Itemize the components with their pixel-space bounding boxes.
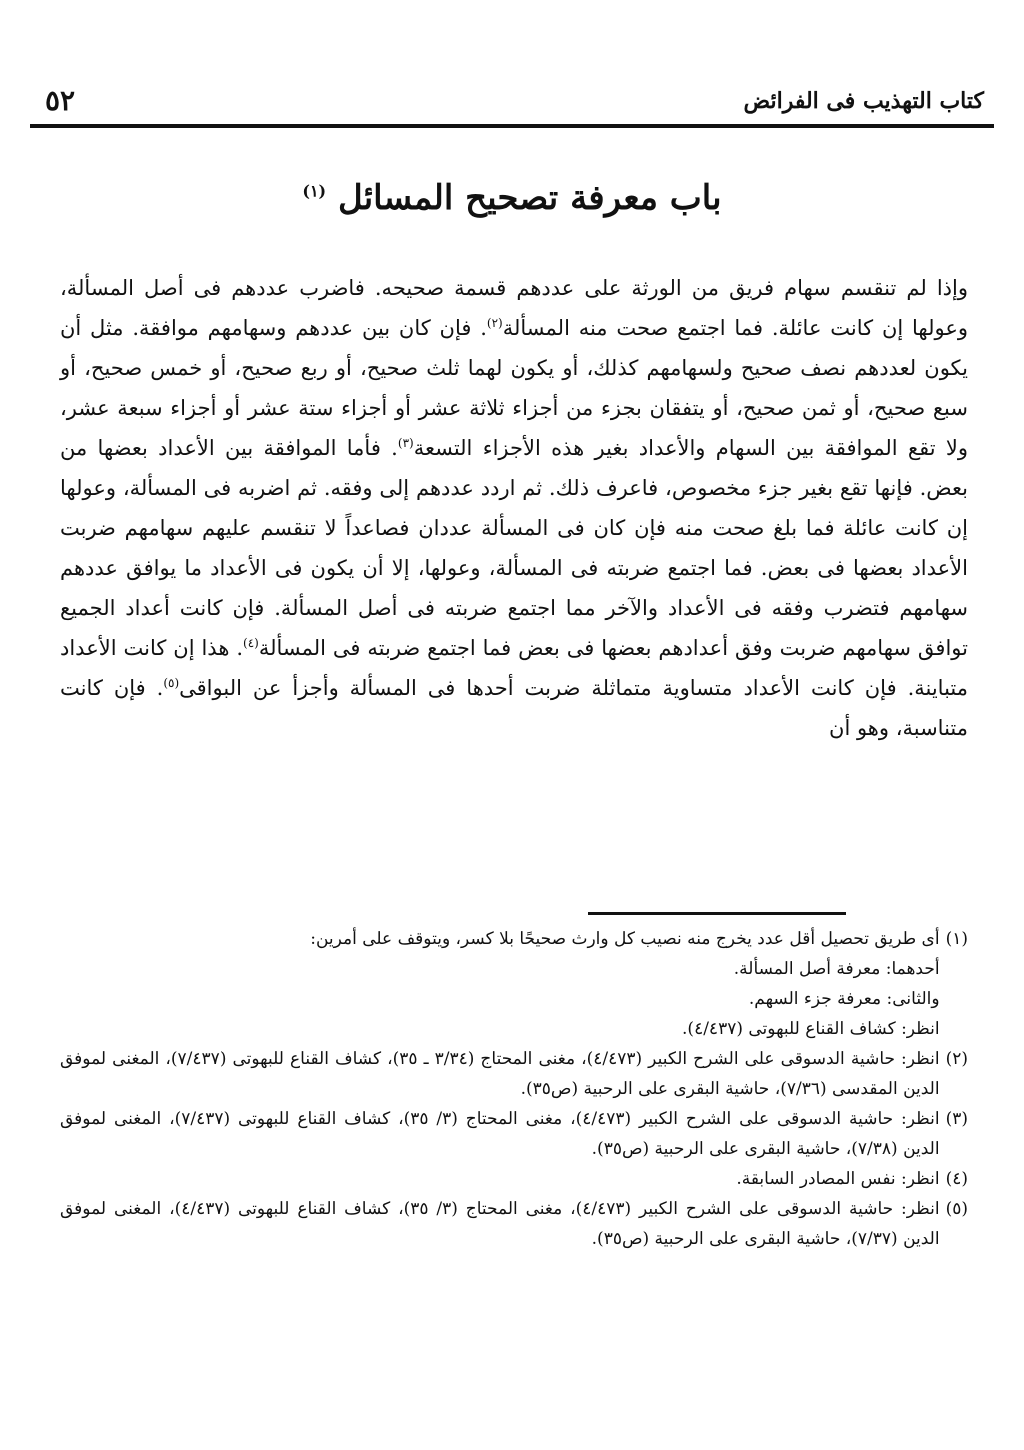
body-segment-4: . هذا إن كانت الأعداد متباينة. فإن كانت الأعداد متساوية متماثلة ضربت أحدها فى المسألة وأجزأ عن البواقى [60,636,969,700]
footnote-ref-2: (٢) [486,316,503,330]
footnote-separator [588,912,846,915]
footnote-2 [60,1044,968,1104]
footnote-5 [60,1194,968,1254]
footnote-marker: (٥) [945,1199,968,1219]
footnote-4 [60,1164,968,1194]
page-number: ٥٢ [45,84,76,117]
footnote-marker: (٤) [945,1169,968,1189]
footnote-text: انظر: حاشية الدسوقى على الشرح الكبير (٤/٤٧٣)، مغنى المحتاج (٣/٣٤ ـ ٣٥)، كشاف القناع للبهوتى (٧/٤٣٧)، المغنى لموفق الدين المقدسى (٧/٣٦)، حاشية البقرى على الرحبية (ص٣٥). [60,1049,940,1099]
footnote-ref-4: (٤) [243,636,259,650]
footnote-line: أى طريق تحصيل أقل عدد يخرج منه نصيب كل وارث صحيحًا بلا كسر، ويتوقف على أمرين: [310,929,940,949]
body-segment-5: . فإن كانت متناسبة، وهو أن [60,676,968,740]
footnote-line: انظر: كشاف القناع للبهوتى (٤/٤٣٧). [682,1019,940,1039]
footnote-text: انظر: حاشية الدسوقى على الشرح الكبير (٤/٤٧٣)، مغنى المحتاج (٣/ ٣٥)، كشاف القناع للبهوتى (٤/٤٣٧)، المغنى لموفق الدين (٧/٣٧)، حاشية البقرى على الرحبية (ص٣٥). [60,1199,940,1249]
footnote-ref-1: (١) [302,181,327,201]
footnote-line: والثانى: معرفة جزء السهم. [748,989,940,1009]
footnote-marker: (٢) [945,1049,968,1069]
footnote-text: انظر: نفس المصادر السابقة. [736,1169,940,1189]
footnote-text [60,924,940,1044]
footnote-ref-3: (٣) [397,436,414,450]
chapter-title-text: باب معرفة تصحيح المسائل [337,178,722,218]
footnote-1 [60,924,968,1044]
body-segment-2: . فإن كان بين عددهم وسهامهم موافقة. مثل أن يكون لعددهم نصف صحيح ولسهامهم كذلك، أو يكون لهما ثلث صحيح، أو ربع صحيح، أو خمس صحيح، أو سبع صحيح، أو ثمن صحيح، أو يتفقان بجزء من أجزاء ثلاثة عشر أو أجزاء ستة عشر أو أجزاء سبعة عشر، ولا تقع الموافقة بين السهام والأعداد بغير هذه الأجزاء التسعة [60,316,968,460]
body-segment-3: . فأما الموافقة بين الأعداد بعضها من بعض. فإنها تقع بغير جزء مخصوص، فاعرف ذلك. ثم اردد عددهم إلى وفقه. ثم اضربه فى المسألة، وعولها إن كانت عائلة فما بلغ صحت منه فإن كان فى المسألة عددان فصاعداً لا تنقسم عليهم سهامهم ضربت الأعداد بعضها فى بعض. فما اجتمع ضربته فى المسألة، وعولها، إلا أن يكون فى الأعداد ما يوافق عددهم سهامهم فتضرب وفقه فى الأعداد والآخر مما اجتمع ضربته فى أصل المسألة. فإن كانت أعداد الجميع توافق سهامهم ضربت وفق أعدادهم بعضها فى بعض فما اجتمع ضربته فى المسألة [60,436,968,660]
footnote-text: انظر: حاشية الدسوقى على الشرح الكبير (٤/٤٧٣)، مغنى المحتاج (٣/ ٣٥)، كشاف القناع للبهوتى (٧/٤٣٧)، المغنى لموفق الدين (٧/٣٨)، حاشية البقرى على الرحبية (ص٣٥). [60,1109,940,1159]
footnote-ref-5: (٥) [163,676,180,690]
header-rule [30,124,994,128]
footnote-marker: (١) [945,929,968,949]
footnotes [60,924,968,1254]
body-paragraph [60,268,968,748]
body-segment-1: وإذا لم تنقسم سهام فريق من الورثة على عددهم قسمة صحيحه. فاضرب عددهم فى أصل المسألة، وعولها إن كانت عائلة. فما اجتمع صحت منه المسألة [60,276,968,340]
chapter-title [0,178,1024,218]
footnote-3 [60,1104,968,1164]
body-text [60,268,968,748]
book-title: كتاب التهذيب فى الفرائض [743,88,984,114]
footnote-line: أحدهما: معرفة أصل المسألة. [733,959,940,979]
footnote-marker: (٣) [945,1109,968,1129]
running-header [30,76,994,122]
